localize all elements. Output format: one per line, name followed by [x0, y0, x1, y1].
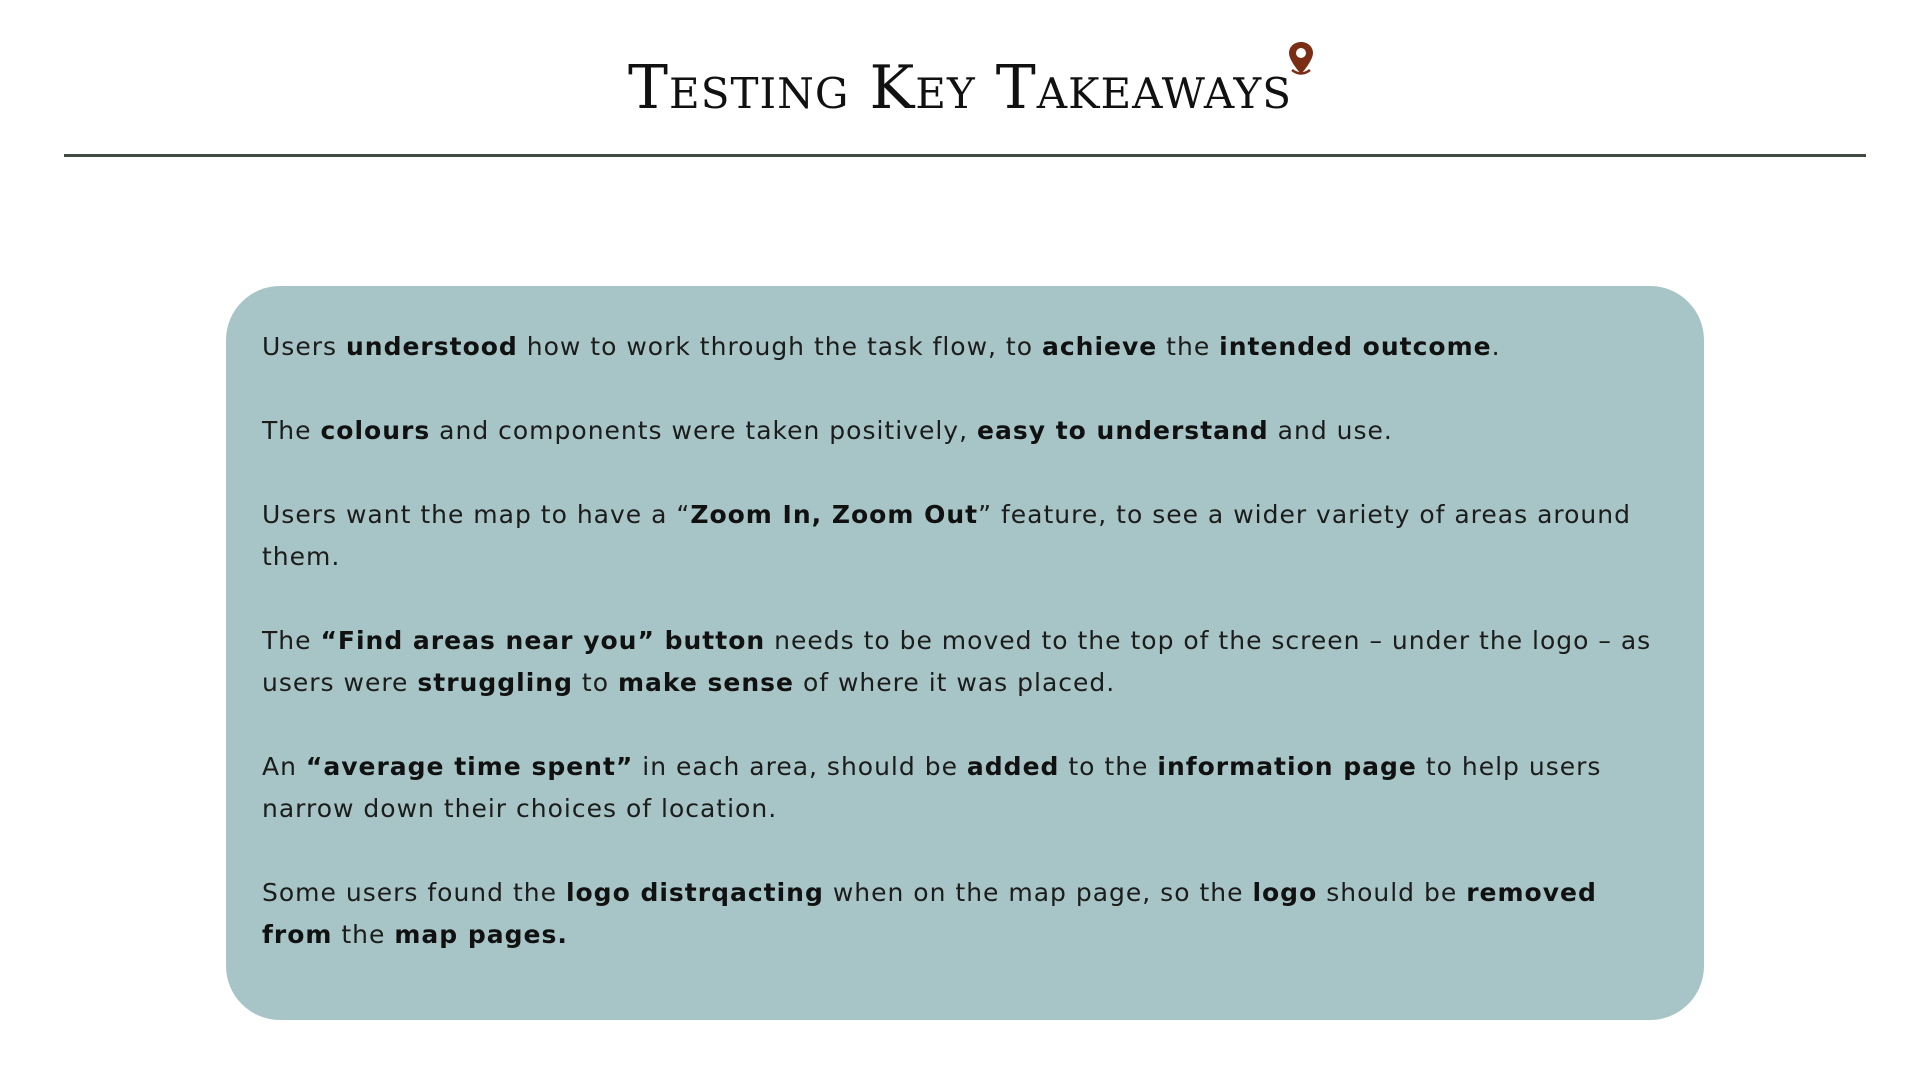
takeaway-emphasis: understood [345, 332, 518, 361]
takeaway-text: to the [1059, 752, 1158, 781]
takeaway-text: to help users narrow down their choices of location. [262, 752, 1602, 823]
takeaway-text: The [262, 626, 321, 655]
takeaway-emphasis: Zoom In, Zoom Out [690, 500, 979, 529]
takeaway-emphasis: achieve [1041, 332, 1158, 361]
takeaway-emphasis: map pages. [394, 920, 568, 949]
takeaway-emphasis: “average time spent” [305, 752, 634, 781]
takeaway-item [262, 494, 1668, 578]
takeaway-emphasis: easy to understand [977, 416, 1269, 445]
takeaway-emphasis: “Find areas near you” button [320, 626, 766, 655]
takeaway-text: An [262, 752, 306, 781]
takeaway-emphasis: logo distrqacting [565, 878, 824, 907]
takeaway-text: Users want the map to have a “ [262, 500, 691, 529]
takeaways-card [226, 286, 1704, 1020]
takeaway-text: should be [1317, 878, 1467, 907]
page-title [628, 48, 1292, 128]
takeaway-text: Users [262, 332, 346, 361]
takeaway-text: and use. [1268, 416, 1393, 445]
takeaway-item [262, 746, 1668, 830]
takeaway-emphasis: removed from [262, 878, 1597, 949]
takeaway-emphasis: information page [1157, 752, 1417, 781]
map-pin-icon [1286, 40, 1316, 78]
takeaway-text: . [1491, 332, 1501, 361]
takeaway-item [262, 872, 1668, 956]
takeaway-text: Some users found the [262, 878, 566, 907]
takeaway-text: to [572, 668, 618, 697]
takeaway-emphasis: colours [320, 416, 431, 445]
takeaway-emphasis: added [966, 752, 1060, 781]
takeaway-text: the [1157, 332, 1220, 361]
takeaway-item [262, 410, 1668, 452]
takeaway-emphasis: logo [1252, 878, 1318, 907]
takeaway-item [262, 326, 1668, 368]
title-area [0, 48, 1920, 128]
takeaway-text: of where it was placed. [794, 668, 1116, 697]
takeaway-text: in each area, should be [633, 752, 967, 781]
takeaway-text: The [262, 416, 321, 445]
takeaway-text: the [332, 920, 395, 949]
takeaway-emphasis: struggling [417, 668, 573, 697]
takeaway-text: how to work through the task flow, to [517, 332, 1042, 361]
takeaway-item [262, 620, 1668, 704]
takeaway-emphasis: intended outcome [1219, 332, 1492, 361]
title-divider [64, 154, 1866, 157]
takeaway-text: ” feature, to see a wider variety of areas around them. [262, 500, 1631, 571]
page-title-text: Testing Key Takeaways [628, 53, 1292, 123]
takeaway-text: needs to be moved to the top of the screen – under the logo – as users were [262, 626, 1652, 697]
takeaway-text: when on the map page, so the [823, 878, 1253, 907]
takeaway-emphasis: make sense [617, 668, 794, 697]
takeaway-text: and components were taken positively, [430, 416, 977, 445]
